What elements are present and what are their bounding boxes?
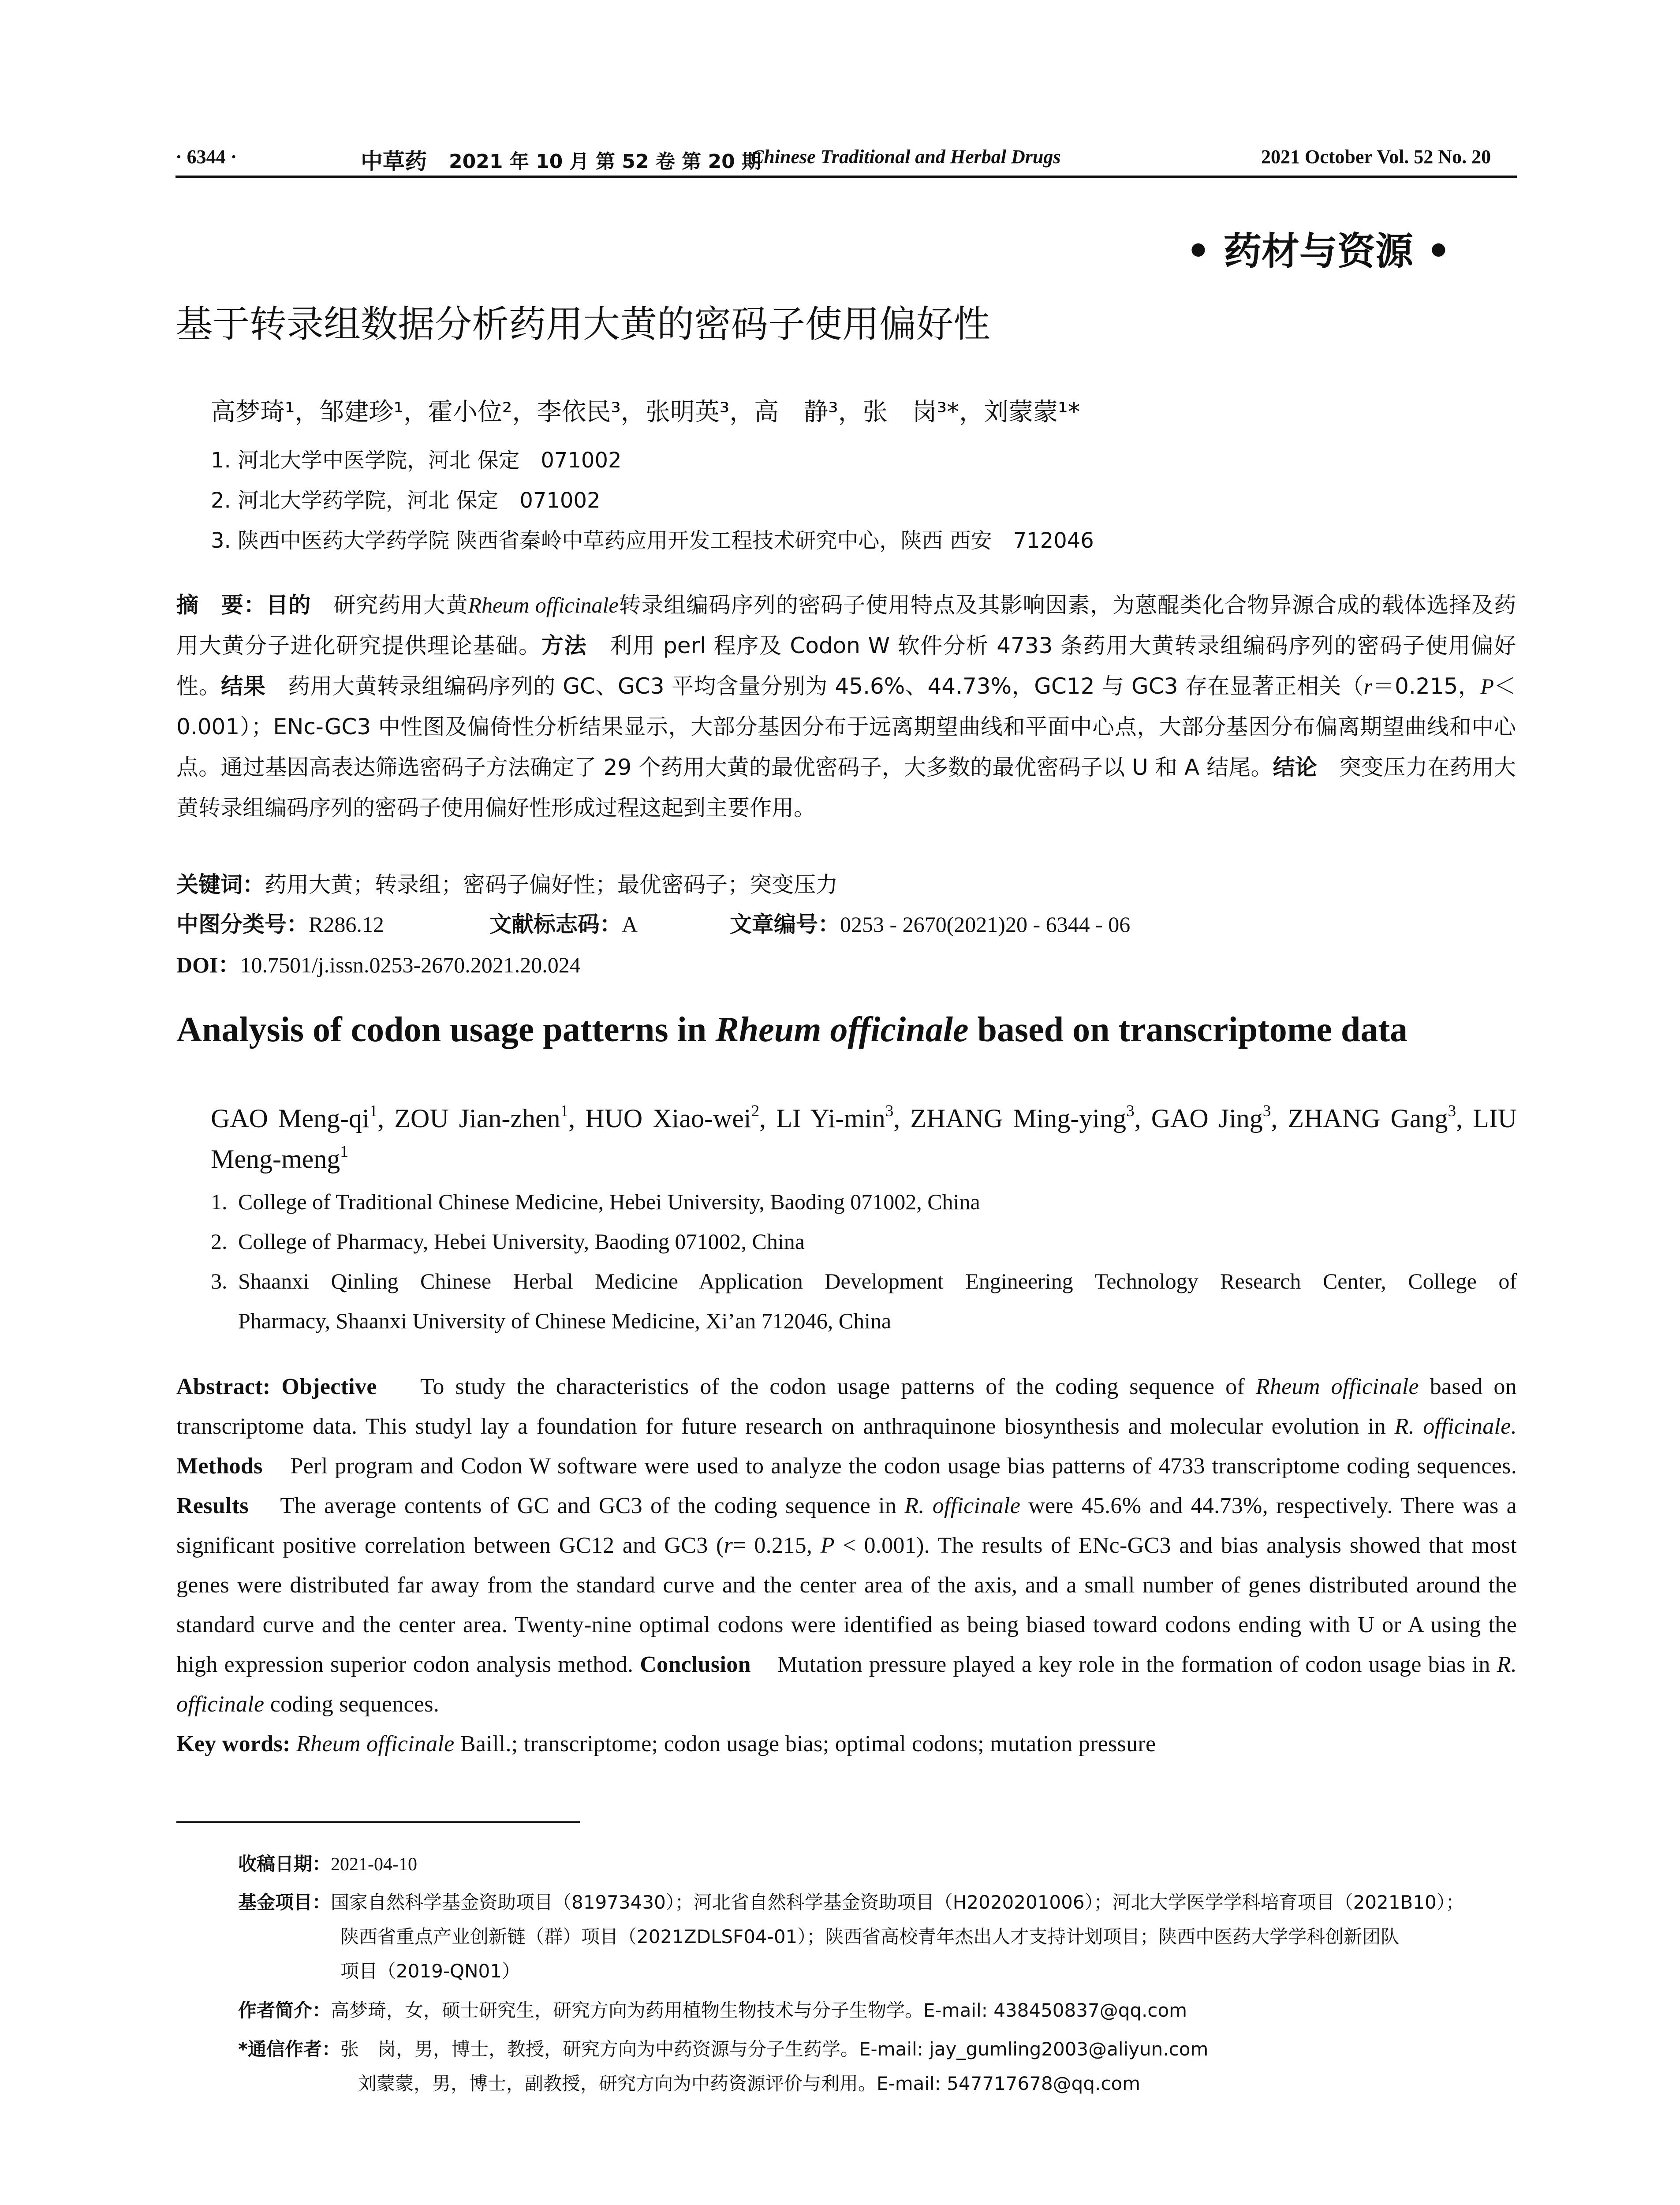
methods-label-en: Methods: [176, 1454, 263, 1479]
section-label: • 药材与资源 •: [1186, 229, 1451, 273]
author-en-name: ZOU Jian-zhen: [394, 1104, 560, 1133]
abstract-en: [176, 1367, 1517, 1764]
fund-text-2: 陕西省重点产业创新链（群）项目（2021ZDLSF04-01）；陕西省高校青年杰出人才支持计划项目；陕西中医药大学学科创新团队: [340, 1926, 1400, 1947]
affiliation-en-2: [211, 1222, 1517, 1261]
author-en-name: GAO Jing: [1151, 1104, 1263, 1133]
keywords-en-label: Key words:: [176, 1731, 291, 1757]
affiliation-en-2-text: College of Pharmacy, Hebei University, Baoding 071002, China: [238, 1229, 805, 1254]
author-en: [1288, 1104, 1456, 1133]
page-number: · 6344 ·: [175, 146, 237, 168]
results-label-en: Results: [176, 1493, 249, 1518]
conclusion-label-en: Conclusion: [640, 1652, 751, 1677]
author-en-name: GAO Meng-qi: [211, 1104, 370, 1133]
p-symbol-en: P: [820, 1533, 835, 1558]
author-bio-text: 高梦琦，女，硕士研究生，研究方向为药用植物生物技术与分子生物学。E-mail: 438450837@qq.com: [331, 1999, 1187, 2021]
corresponding-author-1: 张 岗，男，博士，教授，研究方向为中药资源与分子生药学。E-mail: jay_gumling2003@aliyun.com: [340, 2038, 1209, 2060]
species-name-cn-abs: Rheum officinale: [468, 593, 619, 617]
author-en-affiliation-mark: 3: [1448, 1102, 1456, 1121]
author-en-affiliation-mark: 1: [560, 1102, 569, 1121]
author-en-affiliation-mark: 3: [885, 1102, 894, 1121]
objective-label-en: Objective: [281, 1374, 377, 1399]
footnote-fund: [238, 1885, 1517, 1988]
r-value-cn: ＝0.215，: [1372, 673, 1481, 699]
author-en-name: ZHANG Ming-ying: [910, 1104, 1127, 1133]
affiliation-en-3-text: Shaanxi Qinling Chinese Herbal Medicine Application Development Engineering Technology Research Center, College of: [238, 1269, 1517, 1293]
doc-code-value: A: [622, 912, 638, 937]
r-value-en: = 0.215,: [733, 1533, 813, 1558]
doi-value: 10.7501/j.issn.0253-2670.2021.20.024: [240, 953, 581, 977]
affiliation-cn-1: 1. 河北大学中医学院，河北 保定 071002: [211, 448, 622, 473]
affiliation-en-3: [211, 1261, 1517, 1341]
affiliation-en-1-text: College of Traditional Chinese Medicine, Hebei University, Baoding 071002, China: [238, 1189, 980, 1214]
clc-value: R286.12: [309, 912, 384, 937]
title-en-part-1: Analysis of codon usage patterns in: [176, 1010, 716, 1049]
doi-line: [176, 947, 1516, 979]
footnote-author: [238, 1993, 1517, 2028]
species-name-en: Rheum officinale: [1255, 1374, 1419, 1399]
received-date: 2021-04-10: [331, 1854, 417, 1875]
author-en-affiliation-mark: 3: [1262, 1102, 1271, 1121]
author-en-name: HUO Xiao-wei: [585, 1104, 751, 1133]
author-en: [394, 1104, 568, 1133]
authors-en: GAO Meng-$qi^1$, ZOU Jian-zhen$^1$, HUO Xiao-wei$^2$, LI $Yi-\min^3$, ZHANG Ming-ying$^3$, GAO Jing$^3$, ZHANG Gang$^3$, LIU Meng-meng$^1$: [211, 1102, 1517, 1174]
abstract-en-label: Abstract:: [176, 1374, 271, 1399]
received-label: 收稿日期：: [238, 1853, 331, 1875]
author-en-name: LI Yi-min: [776, 1104, 885, 1133]
fund-label: 基金项目：: [238, 1891, 331, 1913]
affiliation-en-3-continued: Pharmacy, Shaanxi University of Chinese Medicine, Xi’an 712046, China: [238, 1308, 892, 1333]
species-abbrev-en: R. officinale.: [1394, 1414, 1517, 1439]
header-rule: [175, 176, 1517, 178]
methods-label-cn: 方法: [541, 633, 587, 658]
keywords-cn: [176, 867, 1516, 899]
author-en-name: ZHANG Gang: [1288, 1104, 1448, 1133]
running-header: [175, 146, 1516, 176]
species-abbrev-en-3: R. officinale: [176, 1652, 1517, 1717]
author-en: [585, 1104, 759, 1133]
author-en-name: LIU Meng-meng: [211, 1104, 1517, 1174]
title-en-part-2: based on transcriptome data: [968, 1010, 1408, 1049]
author-en: [1151, 1104, 1271, 1133]
abstract-cn: [176, 585, 1516, 828]
objective-text-en-2: based on transcriptome data. This studyl lay a foundation for future research on anthraquinone biosynthesis and molecular evolution in: [176, 1374, 1517, 1439]
results-text-en: The average contents of GC and GC3 of the coding sequence in: [280, 1493, 897, 1518]
conclusion-label-cn: 结论: [1273, 755, 1317, 780]
affiliation-cn-2: 2. 河北大学药学院，河北 保定 071002: [211, 488, 601, 513]
footnote-received: [238, 1847, 1517, 1882]
affiliation-en-3-number: 3.: [211, 1269, 228, 1293]
conclusion-text-en: Mutation pressure played a key role in the formation of codon usage bias in: [777, 1652, 1490, 1677]
author-en-affiliation-mark: 1: [340, 1143, 348, 1161]
r-symbol-cn: r: [1363, 674, 1373, 699]
objective-label-cn: 目的: [266, 592, 311, 618]
affiliation-en-1-number: 1.: [211, 1189, 228, 1214]
doi-label: DOI：: [176, 953, 240, 977]
authors-cn: 高梦琦¹，邹建珍¹，霍小位²，李依民³，张明英³，高 静³，张 岗³*，刘蒙蒙¹*: [211, 398, 1080, 426]
abstract-cn-label: 摘 要：: [176, 592, 266, 618]
corresponding-label: *通信作者：: [238, 2038, 340, 2060]
r-symbol-en: r: [724, 1533, 733, 1558]
objective-text-cn: 研究药用大黄: [333, 592, 468, 618]
footnote-rule: [176, 1821, 580, 1823]
conclusion-text-en-2: coding sequences.: [270, 1692, 440, 1717]
results-text-cn: 药用大黄转录组编码序列的 GC、GC3 平均含量分别为 45.6%、44.73%，GC12 与 GC3 存在显著正相关（: [287, 673, 1364, 699]
results-text-en-3: < 0.001). The results of ENc-GC3 and bias analysis showed that most genes were distributed far away from the standard curve and the center area of the axis, and a small number of genes distributed around the standard curve and the center area. Twenty-nine optimal codons were identified as being biased toward codons ending with U or A using the high expression superior codon analysis method.: [176, 1533, 1517, 1677]
species-abbrev-en-2: R. officinale: [904, 1493, 1021, 1518]
author-en: [776, 1104, 893, 1133]
author-en-affiliation-mark: 2: [751, 1102, 760, 1121]
title-en: [176, 1010, 1517, 1050]
corresponding-author-2: 刘蒙蒙，男，博士，副教授，研究方向为中药资源评价与利用。E-mail: 547717678@qq.com: [358, 2073, 1141, 2094]
objective-text-cn-2: 转录组编码序列的密码子使用特点及其影响因素，为蒽醌类化合物异源合成的载体选择及药用大黄分子进化研究提供理论基础。: [176, 592, 1516, 658]
affiliation-en-2-number: 2.: [211, 1229, 228, 1254]
conclusion-text-cn: 突变压力在药用大黄转录组编码序列的密码子使用偏好性形成过程这起到主要作用。: [176, 755, 1516, 821]
methods-text-cn: 利用 perl 程序及 Codon W 软件分析 4733 条药用大黄转录组编码序列的密码子使用偏好性。: [176, 633, 1516, 699]
affiliation-en-1: [211, 1182, 1517, 1222]
author-en: [910, 1104, 1134, 1133]
keywords-en-species: Rheum officinale: [296, 1731, 455, 1757]
fund-text-1: 国家自然科学基金资助项目（81973430）；河北省自然科学基金资助项目（H2020201006）；河北大学医学学科培育项目（2021B10）；: [331, 1891, 1464, 1913]
affiliation-cn-3: 3. 陕西中医药大学药学院 陕西省秦岭中草药应用开发工程技术研究中心，陕西 西安 712046: [211, 528, 1094, 553]
title-cn: 基于转录组数据分析药用大黄的密码子使用偏好性: [175, 303, 991, 346]
keywords-cn-label: 关键词：: [176, 872, 265, 897]
keywords-en-text: Baill.; transcriptome; codon usage bias; optimal codons; mutation pressure: [460, 1731, 1156, 1757]
article-number-value: 0253 - 2670(2021)20 - 6344 - 06: [840, 912, 1131, 937]
methods-text-en: Perl program and Codon W software were used to analyze the codon usage bias patterns of 4733 transcriptome coding sequences.: [290, 1454, 1517, 1479]
clc-label: 中图分类号：: [176, 912, 309, 937]
p-symbol-cn: P: [1480, 674, 1494, 699]
title-en-species: Rheum officinale: [715, 1010, 969, 1049]
fund-text-3: 项目（2019-QN01）: [340, 1960, 520, 1982]
results-text-en-2: were 45.6% and 44.73%, respectively. There was a significant positive correlation between GC12 and GC3 (: [176, 1493, 1517, 1558]
journal-name-en: Chinese Traditional and Herbal Drugs: [751, 146, 1061, 168]
classification-line: [176, 907, 1516, 938]
author-bio-label: 作者简介：: [238, 1999, 331, 2021]
keywords-cn-text: 药用大黄；转录组；密码子偏好性；最优密码子；突变压力: [265, 872, 838, 897]
doc-code-label: 文献标志码：: [489, 912, 622, 937]
author-en: [211, 1104, 377, 1133]
objective-text-en: To study the characteristics of the codon usage patterns of the coding sequence of: [420, 1374, 1245, 1399]
author-en-affiliation-mark: 1: [369, 1102, 378, 1121]
issue-en: 2021 October Vol. 52 No. 20: [1261, 146, 1491, 168]
author-en-affiliation-mark: 3: [1126, 1102, 1135, 1121]
article-number-label: 文章编号：: [730, 912, 840, 937]
footnote-corresponding: [238, 2032, 1517, 2101]
journal-name-cn: 中草药: [361, 149, 427, 174]
issue-cn: 2021 年 10 月 第 52 卷 第 20 期: [449, 150, 762, 173]
results-text-cn-2: ＜0.001）；ENc-GC3 中性图及偏倚性分析结果显示，大部分基因分布于远离期望曲线和平面中心点，大部分基因分布偏离期望曲线和中心点。通过基因高表达筛选密码子方法确定了 29 个药用大黄的最优密码子，大多数的最优密码子以 U 和 A 结尾。: [176, 673, 1516, 780]
results-label-cn: 结果: [221, 673, 266, 699]
